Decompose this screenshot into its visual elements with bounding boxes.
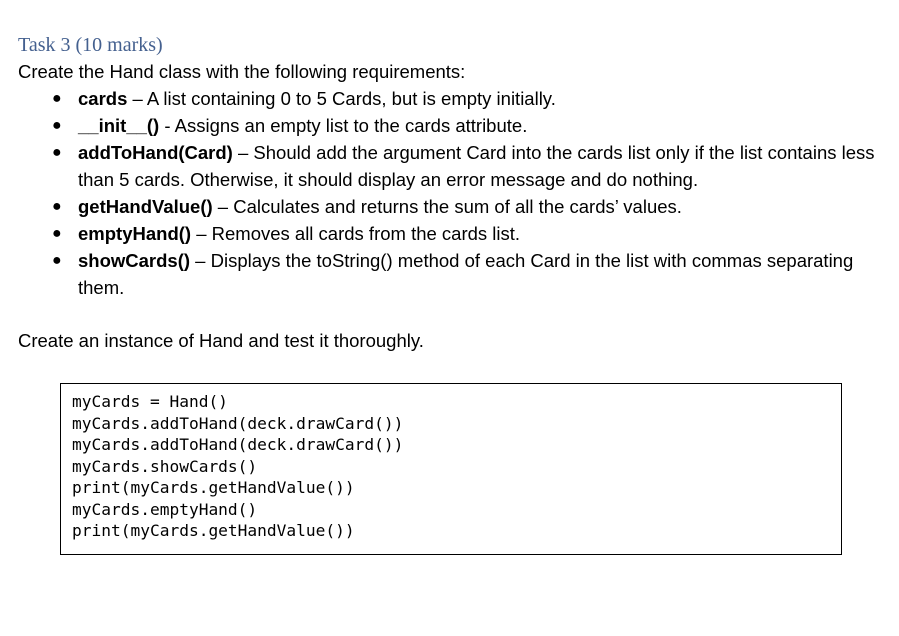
code-line: print(myCards.getHandValue()) [72,521,355,540]
requirement-text: – Should add the argument Card into the cards list only if the list contains less than 5 cards. Otherwise, it should display an error message and do nothing. [78,142,875,190]
requirement-show-cards [52,247,878,301]
bullet-icon: ● [52,144,62,161]
requirement-term: emptyHand() [78,223,192,244]
requirement-cards [52,85,878,112]
task-intro: Create the Hand class with the following requirements: [18,61,466,82]
requirement-term: __init__() [78,115,160,136]
requirement-add-to-hand [52,139,878,193]
requirement-term: getHandValue() [78,196,213,217]
code-line: myCards = Hand() [72,392,228,411]
code-line: myCards.addToHand(deck.drawCard()) [72,435,404,454]
requirement-term: addToHand(Card) [78,142,233,163]
requirement-text: – Removes all cards from the cards list. [191,223,521,244]
requirements-list [18,85,878,301]
bullet-icon: ● [52,198,62,215]
bullet-icon: ● [52,225,62,242]
requirement-term: showCards() [78,250,191,271]
task-heading: Task 3 (10 marks) [18,34,163,56]
requirement-text: – Calculates and returns the sum of all the cards’ values. [212,196,682,217]
requirement-text: – Displays the toString() method of each Card in the list with commas separating them. [78,250,854,298]
document-page [18,32,878,373]
requirement-text: – A list containing 0 to 5 Cards, but is empty initially. [127,88,556,109]
code-line: myCards.showCards() [72,456,258,476]
instance-instruction: Create an instance of Hand and test it thoroughly. [18,330,424,351]
requirement-text: - Assigns an empty list to the cards attribute. [159,115,528,136]
requirement-get-hand-value [52,193,878,220]
requirement-init [52,112,878,139]
requirement-empty-hand [52,220,878,247]
bullet-icon: ● [52,90,62,107]
bullet-icon: ● [52,252,62,269]
code-line: myCards.emptyHand() [72,499,258,519]
code-line: print(myCards.getHandValue()) [72,478,355,497]
code-block [60,383,842,555]
requirement-term: cards [78,88,128,109]
bullet-icon: ● [52,117,62,134]
code-line: myCards.addToHand(deck.drawCard()) [72,413,404,433]
